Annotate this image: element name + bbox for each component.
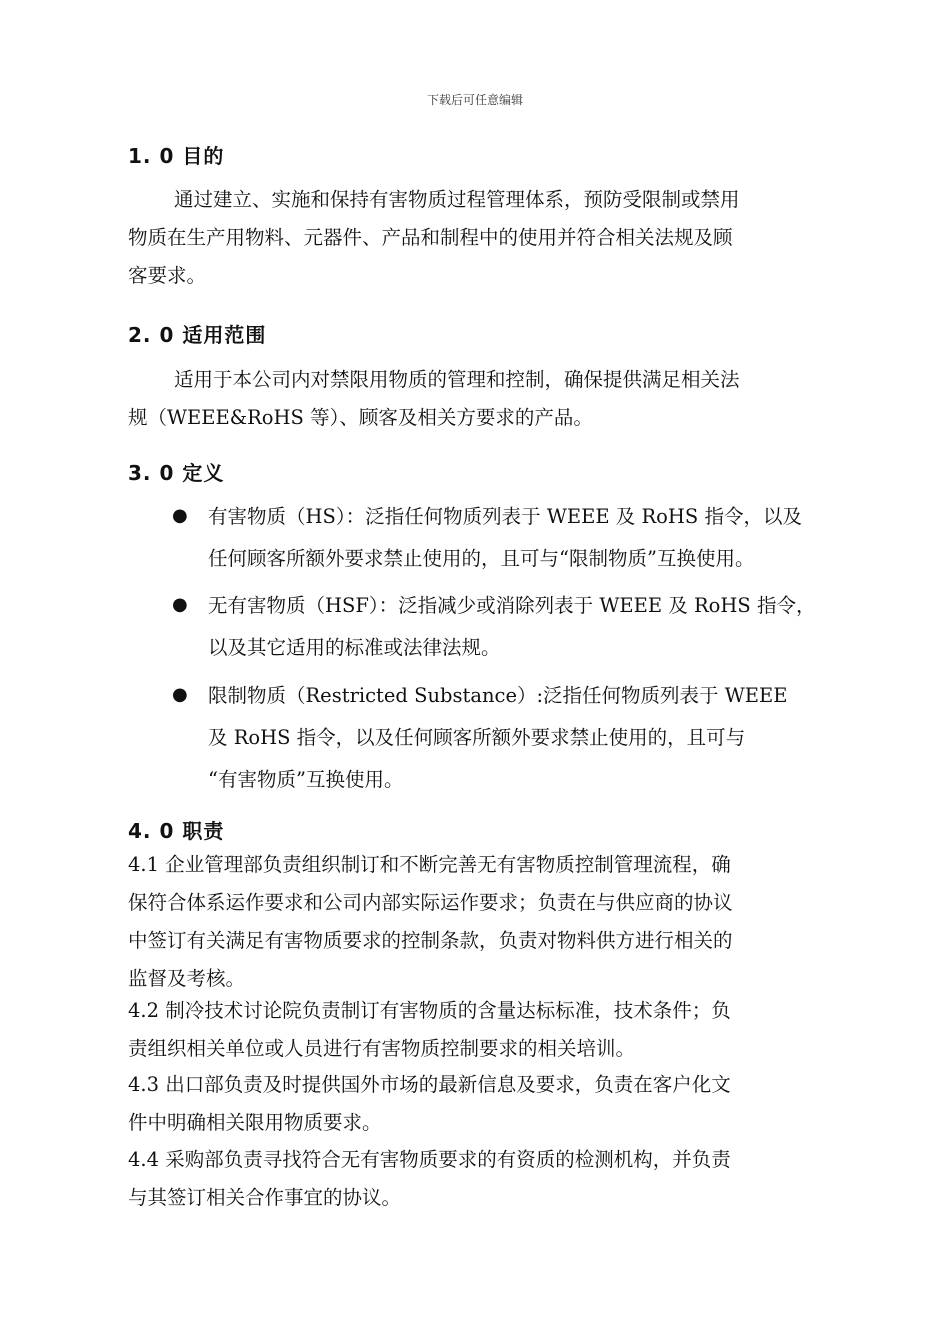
definition-line: 任何顾客所额外要求禁止使用的，且可与“限制物质”互换使用。 — [208, 547, 755, 570]
responsibility-4-1 — [128, 846, 733, 998]
responsibility-line: 4.4 采购部负责寻找符合无有害物质要求的有资质的检测机构，并负责 — [128, 1148, 731, 1171]
definition-item-restricted — [208, 675, 788, 801]
responsibility-line: 与其签订相关合作事宜的协议。 — [128, 1186, 402, 1209]
paragraph-line: 客要求。 — [128, 264, 207, 287]
definition-line: 无有害物质（HSF）：泛指减少或消除列表于 WEEE 及 RoHS 指令， — [208, 594, 816, 617]
responsibility-line: 中签订有关满足有害物质要求的控制条款，负责对物料供方进行相关的 — [128, 929, 733, 952]
responsibility-line: 件中明确相关限用物质要求。 — [128, 1111, 382, 1134]
responsibility-4-2 — [128, 992, 731, 1068]
responsibility-line: 保符合体系运作要求和公司内部实际运作要求；负责在与供应商的协议 — [128, 891, 733, 914]
section-2-paragraph — [128, 361, 848, 437]
definition-item-hsf — [208, 585, 815, 669]
definition-line: “有害物质”互换使用。 — [208, 768, 404, 791]
bullet-icon: ● — [172, 505, 188, 526]
paragraph-line: 适用于本公司内对禁限用物质的管理和控制，确保提供满足相关法 — [174, 368, 740, 391]
definition-item-hs — [208, 496, 802, 580]
section-1-heading: 1. 0 目的 — [128, 144, 225, 168]
definition-line: 限制物质（Restricted Substance）:泛指任何物质列表于 WEEE — [208, 684, 788, 707]
paragraph-line: 规（WEEE&RoHS 等）、顾客及相关方要求的产品。 — [128, 406, 593, 429]
section-4-heading: 4. 0 职责 — [128, 819, 225, 843]
responsibility-line: 4.1 企业管理部负责组织制订和不断完善无有害物质控制管理流程，确 — [128, 853, 731, 876]
bullet-icon: ● — [172, 594, 188, 615]
header-note: 下载后可任意编辑 — [426, 93, 523, 107]
definition-line: 以及其它适用的标准或法律法规。 — [208, 636, 501, 659]
responsibility-4-4 — [128, 1141, 731, 1217]
paragraph-line: 通过建立、实施和保持有害物质过程管理体系，预防受限制或禁用 — [174, 188, 740, 211]
responsibility-line: 4.2 制冷技术讨论院负责制订有害物质的含量达标标准，技术条件；负 — [128, 999, 731, 1022]
responsibility-4-3 — [128, 1066, 731, 1142]
responsibility-line: 责组织相关单位或人员进行有害物质控制要求的相关培训。 — [128, 1037, 636, 1060]
paragraph-line: 物质在生产用物料、元器件、产品和制程中的使用并符合相关法规及顾 — [128, 226, 733, 249]
responsibility-line: 4.3 出口部负责及时提供国外市场的最新信息及要求，负责在客户化文 — [128, 1073, 731, 1096]
bullet-icon: ● — [172, 684, 188, 705]
section-2-heading: 2. 0 适用范围 — [128, 323, 267, 347]
responsibility-line: 监督及考核。 — [128, 967, 246, 990]
definition-line: 有害物质（HS）：泛指任何物质列表于 WEEE 及 RoHS 指令，以及 — [208, 505, 802, 528]
section-3-heading: 3. 0 定义 — [128, 461, 225, 485]
section-1-paragraph — [128, 181, 848, 295]
definition-line: 及 RoHS 指令，以及任何顾客所额外要求禁止使用的，且可与 — [208, 726, 746, 749]
